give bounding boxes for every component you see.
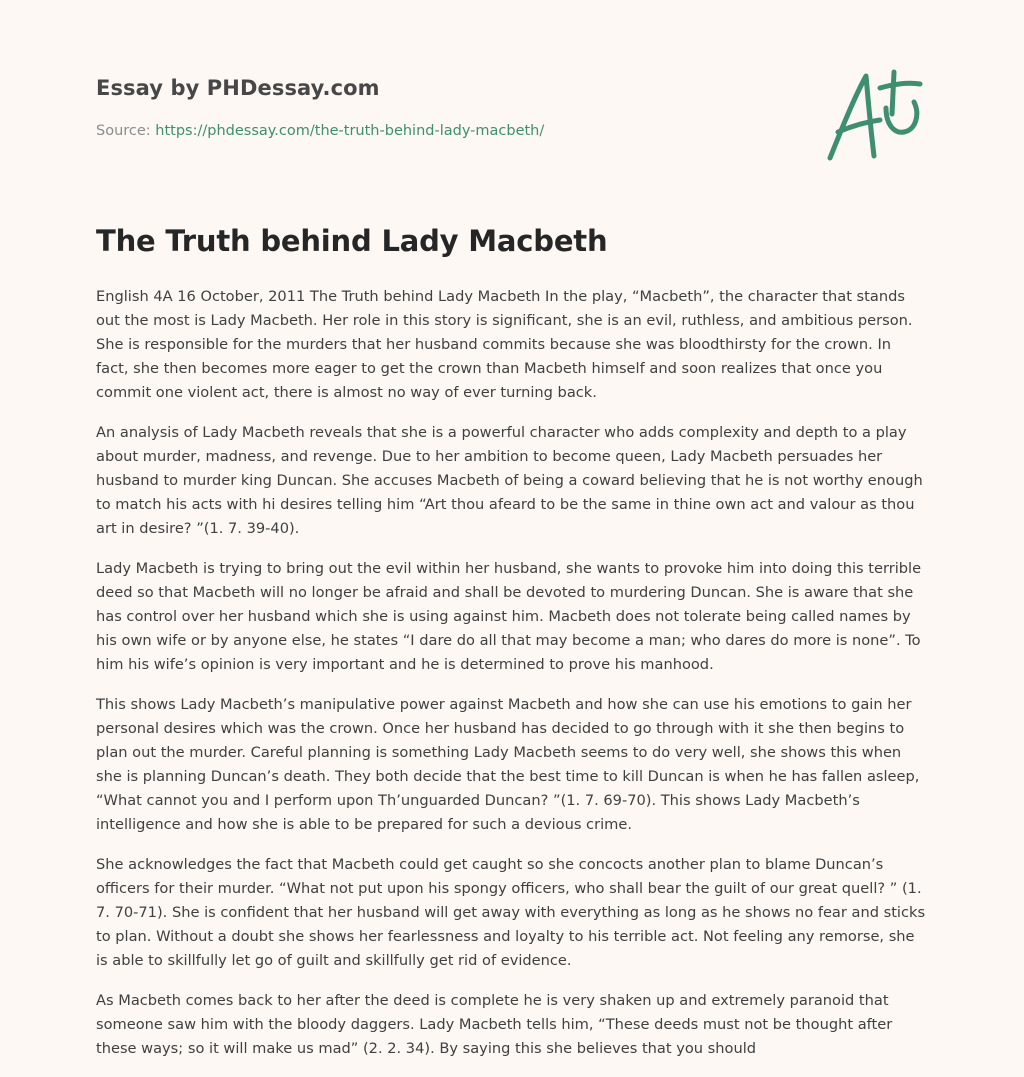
- source-link[interactable]: https://phdessay.com/the-truth-behind-lady-macbeth/: [155, 123, 545, 139]
- header: [96, 0, 928, 190]
- site-brand: Essay by PHDessay.com: [96, 76, 380, 100]
- source-label: Source:: [96, 123, 151, 139]
- paragraph: She acknowledges the fact that Macbeth could get caught so she concocts another plan to blame Duncan’s officers for their murder. “What not put upon his spongy officers, who shall bear the guilt of our great quell? ” (1. 7. 70-71). She is confident that her husband will get away with everything as long as he shows no fear and sticks to plan. Without a doubt she shows her fearlessness and loyalty to his terrible act. Not feeling any remorse, she is able to skillfully let go of guilt and skillfully get rid of evidence.: [96, 856, 926, 969]
- a-plus-logo-icon: [824, 68, 924, 164]
- paragraph: This shows Lady Macbeth’s manipulative power against Macbeth and how she can use his emotions to gain her personal desires which was the crown. Once her husband has decided to go through with it she then begins to plan out the murder. Careful planning is something Lady Macbeth seems to do very well, she shows this when she is planning Duncan’s death. They both decide that the best time to kill Duncan is when he has fallen asleep, “What cannot you and I perform upon Th’unguarded Duncan? ”(1. 7. 69-70). This shows Lady Macbeth’s intelligence and how she is able to be prepared for such a devious crime.: [96, 696, 920, 833]
- paragraph: Lady Macbeth is trying to bring out the evil within her husband, she wants to provoke him into doing this terrible deed so that Macbeth will no longer be afraid and shall be devoted to murdering Duncan. She is aware that she has control over her husband which she is using against him. Macbeth does not tolerate being called names by his own wife or by anyone else, he states “I dare do all that may become a man; who dares do more is none”. To him his wife’s opinion is very important and he is determined to prove his manhood.: [96, 560, 922, 673]
- page-header: [96, 0, 928, 190]
- article-title: The Truth behind Lady Macbeth: [96, 224, 608, 258]
- article-body: [96, 285, 928, 1077]
- paragraph: As Macbeth comes back to her after the deed is complete he is very shaken up and extremely paranoid that someone saw him with the bloody daggers. Lady Macbeth tells him, “These deeds must not be thought after these ways; so it will make us mad” (2. 2. 34). By saying this she believes that you should: [96, 992, 893, 1057]
- source-line: [96, 123, 544, 139]
- paragraph: An analysis of Lady Macbeth reveals that she is a powerful character who adds complexity and depth to a play about murder, madness, and revenge. Due to her ambition to become queen, Lady Macbeth persuades her husband to murder king Duncan. She accuses Macbeth of being a coward believing that he is not worthy enough to match his acts with hi desires telling him “Art thou afeard to be the same in thine own act and valour as thou art in desire? ”(1. 7. 39-40).: [96, 424, 923, 537]
- paragraph: English 4A 16 October, 2011 The Truth behind Lady Macbeth In the play, “Macbeth”, the character that stands out the most is Lady Macbeth. Her role in this story is significant, she is an evil, ruthless, and ambitious person. She is responsible for the murders that her husband commits because she was bloodthirsty for the crown. In fact, she then becomes more eager to get the crown than Macbeth himself and soon realizes that once you commit one violent act, there is almost no way of ever turning back.: [96, 288, 913, 401]
